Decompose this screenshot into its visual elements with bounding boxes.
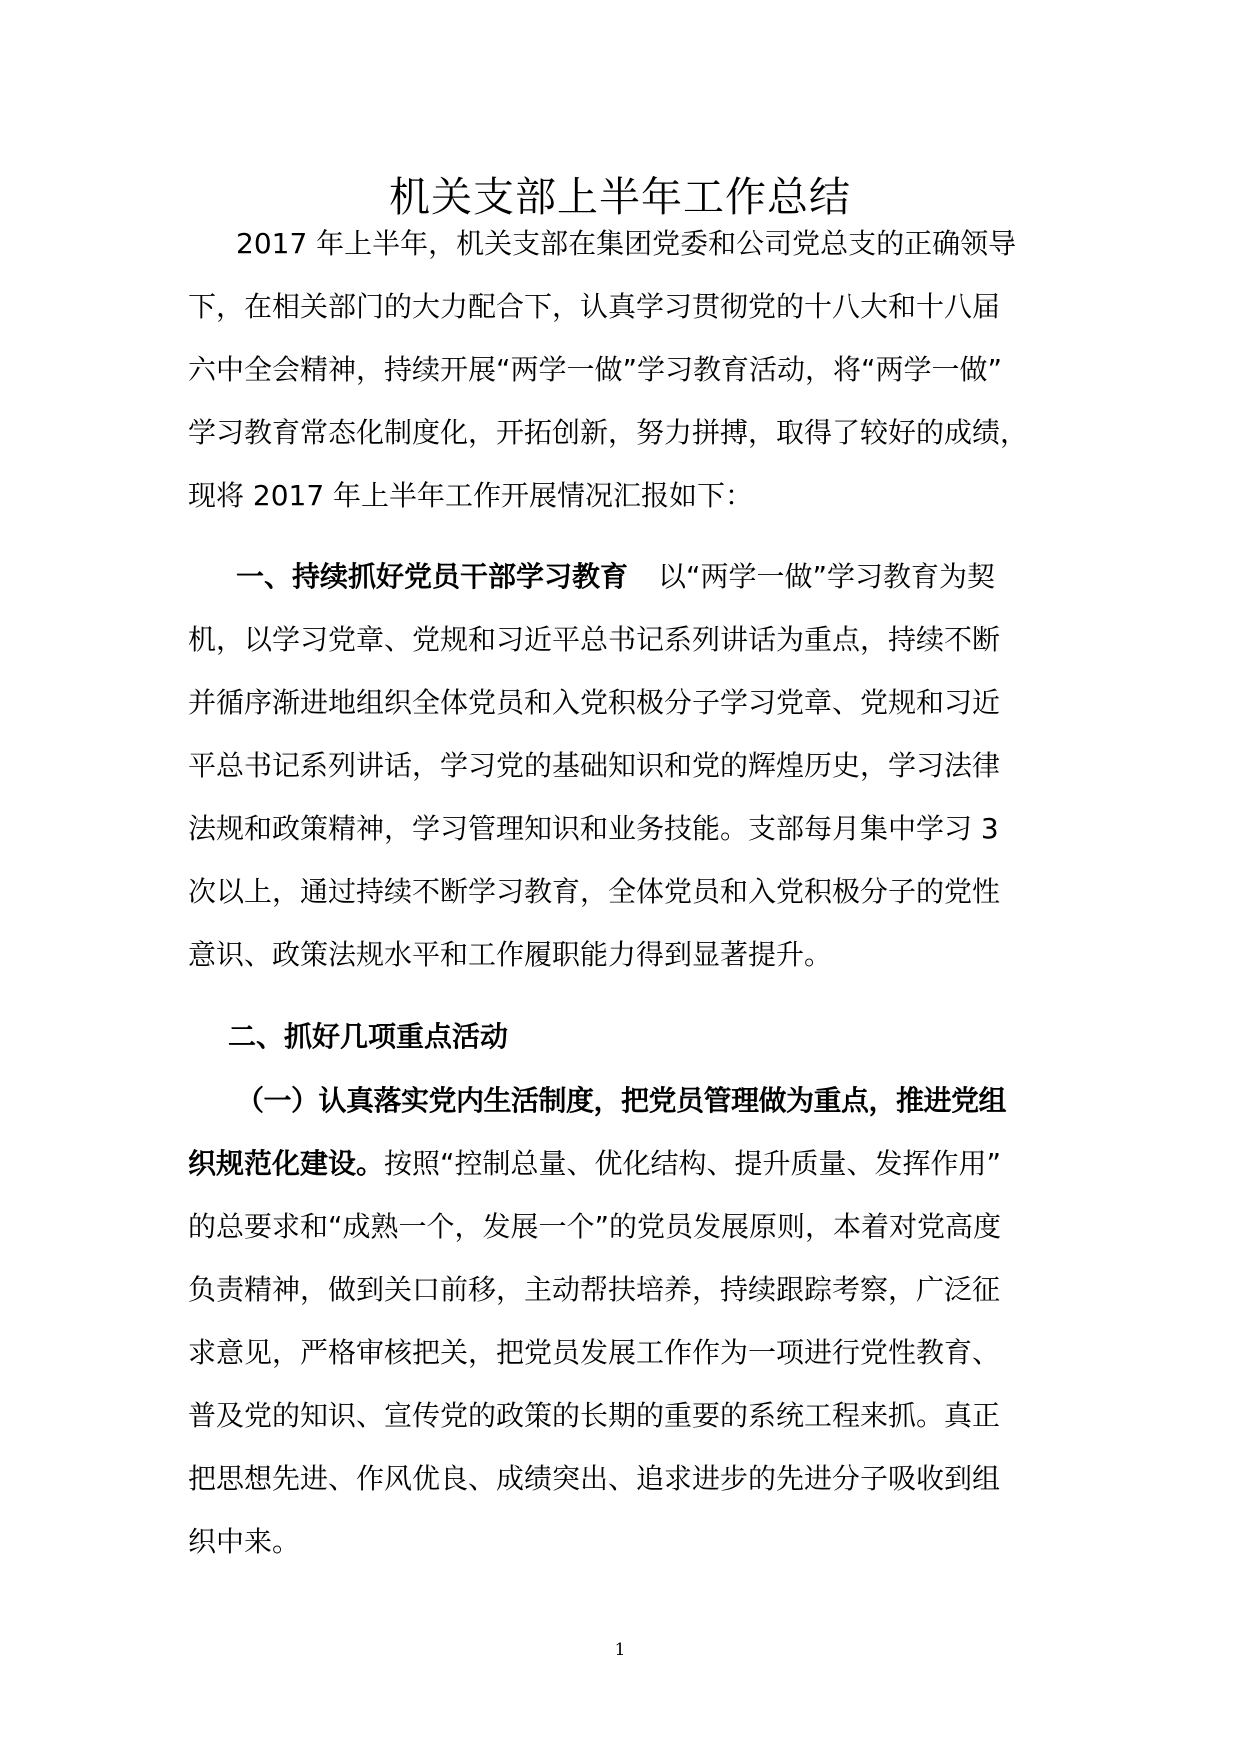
subsection-1-line-7: 把思想先进、作风优良、成绩突出、追求进步的先进分子吸收到组 bbox=[188, 1462, 1001, 1495]
section-1-line-7: 意识、政策法规水平和工作履职能力得到显著提升。 bbox=[188, 938, 833, 971]
subsection-1-line-2 bbox=[188, 1144, 1001, 1184]
page-number: 1 bbox=[614, 1640, 626, 1660]
subsection-1-line-2-text: 按照“控制总量、优化结构、提升质量、发挥作用” bbox=[384, 1147, 1002, 1180]
section-1-line-2: 机，以学习党章、党规和习近平总书记系列讲话为重点，持续不断 bbox=[188, 623, 1001, 656]
section-1-line-3: 并循序渐进地组织全体党员和入党积极分子学习党章、党规和习近 bbox=[188, 686, 1001, 719]
intro-line-4: 学习教育常态化制度化，开拓创新，努力拼搏，取得了较好的成绩， bbox=[188, 416, 1029, 449]
intro-line-2: 下，在相关部门的大力配合下，认真学习贯彻党的十八大和十八届 bbox=[188, 290, 1001, 323]
intro-line-5: 现将 2017 年上半年工作开展情况汇报如下： bbox=[188, 479, 754, 512]
section-1-line-4: 平总书记系列讲话，学习党的基础知识和党的辉煌历史，学习法律 bbox=[188, 749, 1001, 782]
section-1-line-5: 法规和政策精神，学习管理知识和业务技能。支部每月集中学习 3 bbox=[188, 812, 999, 845]
section-1-first-text: 以“两学一做”学习教育为契 bbox=[658, 560, 996, 593]
intro-line-1: 2017 年上半年，机关支部在集团党委和公司党总支的正确领导 bbox=[236, 227, 1017, 260]
section-2-heading: 二、抓好几项重点活动 bbox=[228, 1020, 509, 1053]
subsection-1-line-5: 求意见，严格审核把关，把党员发展工作作为一项进行党性教育、 bbox=[188, 1336, 1001, 1369]
subsection-1-heading-line-1: （一）认真落实党内生活制度，把党员管理做为重点，推进党组 bbox=[236, 1084, 1007, 1117]
section-1-heading: 一、持续抓好党员干部学习教育 bbox=[236, 560, 629, 593]
subsection-1-line-8: 织中来。 bbox=[188, 1525, 301, 1558]
section-1-first-line bbox=[236, 557, 995, 597]
subsection-1-line-3: 的总要求和“成熟一个，发展一个”的党员发展原则，本着对党高度 bbox=[188, 1210, 1002, 1243]
subsection-1-line-6: 普及党的知识、宣传党的政策的长期的重要的系统工程来抓。真正 bbox=[188, 1399, 1001, 1432]
intro-line-3: 六中全会精神，持续开展“两学一做”学习教育活动，将“两学一做” bbox=[188, 353, 1003, 386]
subsection-1-heading-end: 织规范化建设。 bbox=[188, 1147, 385, 1180]
section-1-line-6: 次以上，通过持续不断学习教育，全体党员和入党积极分子的党性 bbox=[188, 875, 1001, 908]
subsection-1-line-4: 负责精神，做到关口前移，主动帮扶培养，持续跟踪考察，广泛征 bbox=[188, 1273, 1001, 1306]
page-title: 机关支部上半年工作总结 bbox=[389, 173, 851, 221]
